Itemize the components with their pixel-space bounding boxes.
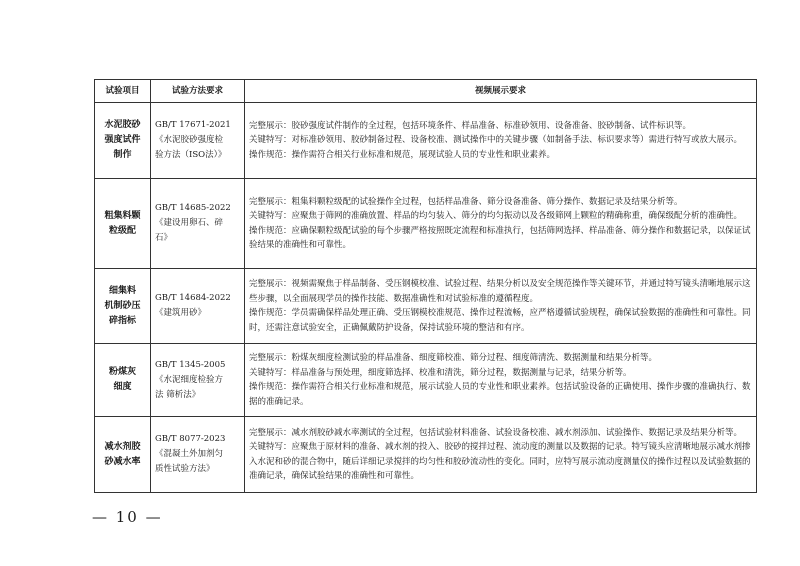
video-requirement-cell xyxy=(245,344,757,417)
test-item-line: 减水剂胶 xyxy=(104,441,141,452)
table-header-row xyxy=(95,80,757,103)
standard-title-line: 《水泥细度检验方 xyxy=(155,374,224,385)
test-item-line: 细集料 xyxy=(108,285,136,296)
requirement-paragraph: 操作规范：操作需符合相关行业标准和规范，展现试验人员的专业性和职业素养。 xyxy=(249,149,556,160)
standard-title-line: 《混凝土外加剂匀 xyxy=(155,449,224,459)
table-row xyxy=(95,344,757,417)
standard-title-line: 《水泥胶砂强度检 xyxy=(155,135,224,145)
test-item-cell xyxy=(95,344,151,417)
test-item-line: 碎指标 xyxy=(108,315,136,326)
requirement-paragraph: 关键特写：对标准砂领用、胶砂制备过程、设备校准、测试操作中的关键步骤（如制备手法、标识要求等）需进行特写或放大展示。 xyxy=(249,135,743,146)
page-number: — 10 — xyxy=(92,508,163,526)
header-test-method: 试验方法要求 xyxy=(151,80,245,103)
requirement-paragraph: 操作规范：操作需符合相关行业标准和规范，展示试验人员的专业性和职业素养。包括试验设备的正确使用、操作步骤的准确执行、数据的准确记录。 xyxy=(249,382,751,407)
test-method-cell xyxy=(151,269,245,344)
standard-title-line: 石》 xyxy=(155,233,173,243)
header-video-requirements: 视频展示要求 xyxy=(245,80,757,103)
standard-title-line: 《建筑用砂》 xyxy=(155,308,207,318)
requirement-paragraph: 完整展示：胶砂强度试件制作的全过程，包括环境条件、样品准备、标准砂领用、设备准备、胶砂制备、试件标识等。 xyxy=(249,120,692,131)
requirement-paragraph: 关键特写：应聚焦于原材料的准备、减水剂的投入、胶砂的搅拌过程、流动度的测量以及数据的记录。特写镜头应清晰地展示减水剂掺入水泥和砂的混合物中，随后详细记录搅拌的均匀性和胶砂流动性的变化。同时，应特写展示流动度测量仪的操作过程以及试验数据的准确记录，确保试验结果的准确性和可靠性。 xyxy=(249,442,751,481)
test-item-line: 制作 xyxy=(113,150,132,160)
table-row xyxy=(95,103,757,179)
video-requirement-cell xyxy=(245,269,757,344)
video-requirement-cell xyxy=(245,417,757,493)
test-item-line: 粉煤灰 xyxy=(108,367,136,377)
standard-code: GB/T 8077-2023 xyxy=(155,434,226,444)
table-row xyxy=(95,269,757,344)
requirement-paragraph: 完整展示：视频需聚焦于样品制备、受压钢模校准、试验过程、结果分析以及安全规范操作等关键环节，并通过特写镜头清晰地展示这些步骤，以全面展现学员的操作技能、数据准确性和对试验标准的遵循程度。 xyxy=(249,279,751,304)
test-item-line: 强度试件 xyxy=(104,135,141,145)
table-row xyxy=(95,179,757,269)
test-item-cell xyxy=(95,417,151,493)
requirement-paragraph: 操作规范：学员需确保样品处理正确、受压钢模校准规范、操作过程流畅，应严格遵循试验规程，确保试验数据的准确性和可靠性。同时，还需注意试验安全，正确佩戴防护设备，保持试验环境的整洁和有序。 xyxy=(249,308,751,333)
video-requirement-cell xyxy=(245,179,757,269)
standard-code: GB/T 14685-2022 xyxy=(155,203,231,213)
test-item-line: 砂减水率 xyxy=(104,456,141,467)
requirement-paragraph: 完整展示：粗集料颗粒级配的试验操作全过程，包括样品准备、筛分设备准备、筛分操作、数据记录及结果分析等。 xyxy=(249,196,683,207)
standard-title-line: 法 筛析法》 xyxy=(155,389,201,400)
requirement-paragraph: 完整展示：粉煤灰细度检测试验的样品准备、细度筛校准、筛分过程、细度筛清洗、数据测量和结果分析等。 xyxy=(249,353,658,363)
test-item-cell xyxy=(95,269,151,344)
requirement-paragraph: 完整展示：减水剂胶砂减水率测试的全过程，包括试验材料准备、试验设备校准、减水剂添加、试验操作、数据记录及结果分析等。 xyxy=(249,427,743,438)
test-item-line: 粗集料颗 xyxy=(104,210,141,221)
test-item-line: 粒级配 xyxy=(108,225,136,236)
test-method-cell xyxy=(151,417,245,493)
test-item-cell xyxy=(95,179,151,269)
requirement-paragraph: 操作规范：应确保颗粒级配试验的每个步骤严格按照既定流程和标准执行，包括筛网选择、样品准备、筛分操作和数据记录，以保证试验结果的准确性和可靠性。 xyxy=(249,225,751,250)
table-row xyxy=(95,417,757,493)
standard-code: GB/T 1345-2005 xyxy=(155,359,226,370)
test-method-cell xyxy=(151,179,245,269)
test-item-line: 细度 xyxy=(113,382,132,392)
requirement-paragraph: 关键特写：样品准备与预处理，细度筛选择、校准和清洗，筛分过程，数据测量与记录，结果分析等。 xyxy=(249,367,632,378)
header-test-item: 试验项目 xyxy=(95,80,151,103)
test-method-cell xyxy=(151,103,245,179)
standard-code: GB/T 17671-2021 xyxy=(155,120,231,130)
standard-title-line: 质性试验方法》 xyxy=(155,464,215,474)
test-item-line: 机制砂压 xyxy=(104,300,141,311)
test-item-cell xyxy=(95,103,151,179)
test-method-cell xyxy=(151,344,245,417)
test-requirements-table xyxy=(94,79,757,493)
standard-title-line: 《建设用卵石、碎 xyxy=(155,218,224,228)
standard-title-line: 验方法（ISO法）》 xyxy=(155,150,227,160)
requirement-paragraph: 关键特写：应聚焦于筛网的准确放置、样品的均匀装入、筛分的均匀振动以及各级筛网上颗粒的精确称重，确保级配分析的准确性。 xyxy=(249,211,743,221)
test-item-line: 水泥胶砂 xyxy=(104,120,141,130)
standard-code: GB/T 14684-2022 xyxy=(155,293,231,303)
video-requirement-cell xyxy=(245,103,757,179)
